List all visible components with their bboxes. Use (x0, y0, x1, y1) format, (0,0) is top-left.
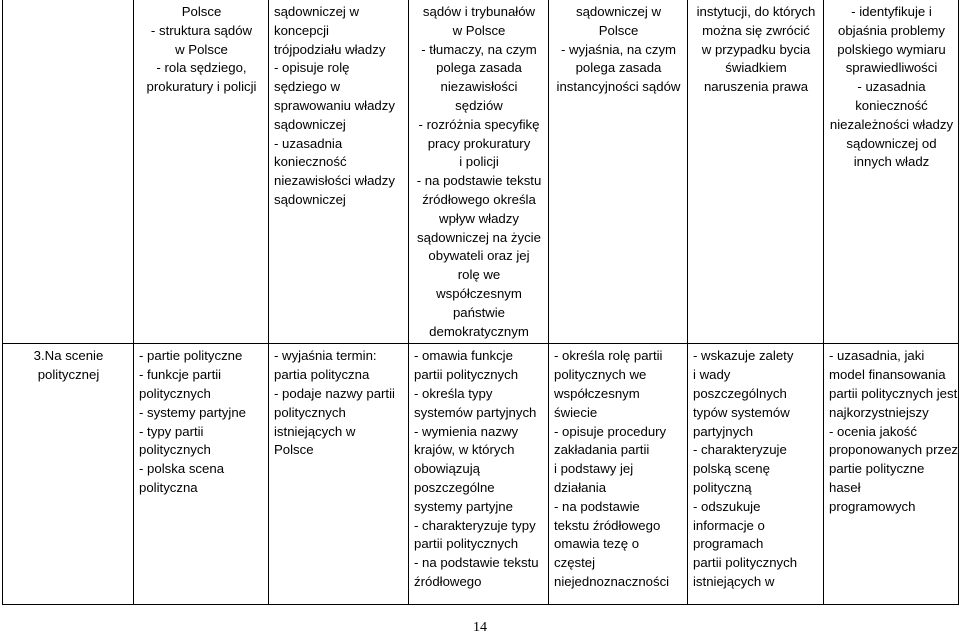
cell-text-line: można się zwrócić (702, 22, 810, 38)
cell-text-line: politycznej (37, 367, 100, 383)
cell-text-line: - charakteryzuje (693, 442, 787, 458)
cell-text-line: poszczególnych (693, 385, 787, 401)
cell-text-line: wpływ władzy (439, 210, 519, 226)
cell-text-line: źródłowego określa (422, 191, 536, 207)
cell-text-line: instancyjności sądów (556, 79, 681, 95)
cell-text-line: informacje o (693, 517, 765, 533)
cell-text-line: sądów i trybunałów (422, 4, 536, 19)
cell-text-line: programowych (829, 498, 916, 514)
cell-text-line: sądowniczej na życie (417, 229, 541, 245)
cell-text-line: partia polityczna (274, 367, 370, 383)
table-cell (549, 344, 688, 605)
cell-text-line: - opisuje rolę (274, 60, 350, 76)
cell-text-line: i policji (459, 154, 499, 170)
cell-text-line: - systemy partyjne (139, 404, 246, 420)
cell-text-line: konieczność (274, 154, 347, 170)
table-cell (824, 0, 959, 344)
cell-text-line: - rozróżnia specyfikę (418, 116, 540, 132)
cell-text-line: i podstawy jej (554, 461, 634, 477)
cell-text-line: prokuratury i policji (146, 79, 257, 95)
cell-text-line: częstej (554, 555, 596, 571)
cell-text-line: sądowniczej (274, 116, 346, 132)
cell-text-line: poszczególne (414, 479, 495, 495)
cell-text-line: - wskazuje zalety (693, 348, 794, 364)
cell-text-line: - polska scena (139, 461, 225, 477)
table-cell (134, 344, 269, 605)
cell-text-line: - określa typy (414, 385, 493, 401)
cell-text-line: polega zasada (575, 60, 662, 76)
cell-text-line: demokratycznym (429, 323, 529, 339)
cell-text-line: źródłowego (414, 573, 482, 589)
cell-text-line: proponowanych przez (829, 442, 959, 458)
cell-text-line: sądowniczej w (575, 4, 662, 19)
curriculum-table (2, 0, 959, 605)
cell-text-line: innych władz (853, 154, 930, 170)
cell-text-line: - na podstawie tekstu (414, 555, 539, 571)
cell-text-line: partii politycznych jest (829, 385, 958, 401)
cell-text-line: - wyjaśnia, na czym (560, 41, 677, 57)
cell-text-line: politycznych (139, 442, 211, 458)
cell-text-line: - uzasadnia, jaki (829, 348, 925, 364)
cell-text-line: partii politycznych (414, 367, 519, 383)
cell-text-line: obowiązują (414, 461, 480, 477)
cell-text-line: najkorzystniejszy (829, 404, 929, 420)
cell-text-line: polską scenę (693, 461, 770, 477)
page-number: 14 (473, 620, 487, 635)
cell-text-line: objaśnia problemy (837, 22, 946, 38)
table-cell (824, 344, 959, 605)
cell-text-line: naruszenia prawa (703, 79, 809, 95)
cell-text-line: rolę we (457, 267, 501, 283)
cell-text-line: świecie (554, 404, 598, 420)
cell-text-line: Polsce (181, 4, 222, 19)
cell-text-line: - uzasadnia (857, 79, 926, 95)
cell-text-line: istniejących w (274, 423, 356, 439)
cell-text-line: pracy prokuratury (427, 135, 531, 151)
cell-text-line: politycznych (274, 404, 346, 420)
cell-text-line: - podaje nazwy partii (274, 385, 395, 401)
cell-text-line: - struktura sądów (150, 22, 253, 38)
cell-text-line: sędziów (455, 97, 503, 113)
table-cell (3, 344, 134, 605)
cell-text-line: partyjnych (693, 423, 754, 439)
cell-text-line: niezawisłości (440, 79, 518, 95)
cell-text-line: Polsce (274, 442, 314, 458)
cell-text-line: politycznych (139, 385, 211, 401)
cell-text-line: obywateli oraz jej (428, 248, 530, 264)
cell-text-line: konieczność (855, 97, 928, 113)
cell-text-line: - charakteryzuje typy (414, 517, 536, 533)
cell-text-line: istniejących w (693, 573, 775, 589)
table-cell (269, 344, 409, 605)
cell-text-line: - na podstawie (554, 498, 640, 514)
cell-text-line: - omawia funkcje (414, 348, 513, 364)
cell-text-line: - rola sędziego, (156, 60, 247, 76)
cell-text-line: systemy partyjne (414, 498, 513, 514)
cell-text-line: polega zasada (436, 60, 522, 76)
table-cell (688, 344, 824, 605)
cell-text-line: sędziego w (274, 79, 340, 95)
table-row (3, 0, 959, 344)
cell-text-line: - funkcje partii (139, 367, 222, 383)
cell-text-line: - odszukuje (693, 498, 761, 514)
cell-text-line: polityczna (139, 479, 198, 495)
table-cell (269, 0, 409, 344)
cell-text-line: działania (554, 479, 607, 495)
cell-text-line: partii politycznych (414, 536, 519, 552)
table-cell (134, 0, 269, 344)
cell-text-line: politycznych we (554, 367, 647, 383)
cell-text-line: sprawiedliwości (845, 60, 938, 76)
cell-text-line: sądowniczej (274, 191, 346, 207)
cell-text-line: instytucji, do których (696, 4, 816, 19)
cell-text-line: polityczną (693, 479, 752, 495)
cell-text-line: polskiego wymiaru (837, 41, 946, 57)
cell-text-line: partie polityczne (829, 461, 925, 477)
cell-text-line: model finansowania (829, 367, 946, 383)
cell-text-line: niejednoznaczności (554, 573, 670, 589)
cell-text-line: krajów, w których (414, 442, 515, 458)
cell-text-line: - wyjaśnia termin: (274, 348, 377, 364)
cell-text-line: - uzasadnia (274, 135, 343, 151)
table-cell (3, 0, 134, 344)
cell-text-line: - typy partii (139, 423, 204, 439)
table-cell (409, 0, 549, 344)
table-row (3, 344, 959, 605)
cell-text-line: świadkiem (725, 60, 787, 76)
table-cell (409, 344, 549, 605)
cell-text-line: typów systemów (693, 404, 790, 420)
cell-text-line: partii politycznych (693, 555, 798, 571)
cell-text-line: 3.Na scenie (33, 348, 104, 364)
cell-text-line: państwie (452, 304, 506, 320)
cell-text-line: niezawisłości władzy (274, 173, 395, 189)
cell-text-line: zakładania partii (554, 442, 650, 458)
cell-text-line: Polsce (598, 22, 639, 38)
cell-text-line: sprawowaniu władzy (274, 97, 395, 113)
cell-text-line: - partie polityczne (139, 348, 243, 364)
cell-text-line: w Polsce (175, 41, 228, 57)
cell-text-line: współczesnym (554, 385, 640, 401)
cell-text-line: tekstu źródłowego (554, 517, 661, 533)
cell-text-line: niezależności władzy (829, 116, 954, 132)
cell-text-line: - określa rolę partii (554, 348, 663, 364)
table-cell (549, 0, 688, 344)
cell-text-line: w przypadku bycia (701, 41, 811, 57)
cell-text-line: koncepcji (274, 22, 329, 38)
cell-text-line: - opisuje procedury (554, 423, 667, 439)
cell-text-line: omawia tezę o (554, 536, 640, 552)
cell-text-line: sądowniczej w (274, 4, 360, 19)
cell-text-line: i wady (693, 367, 731, 383)
cell-text-line: - ocenia jakość (829, 423, 917, 439)
cell-text-line: haseł (829, 479, 861, 495)
cell-text-line: systemów partyjnych (414, 404, 537, 420)
cell-text-line: sądowniczej od (846, 135, 937, 151)
cell-text-line: trójpodziału władzy (274, 41, 386, 57)
cell-text-line: programach (693, 536, 764, 552)
cell-text-line: - tłumaczy, na czym (421, 41, 537, 57)
cell-text-line: - na podstawie tekstu (416, 173, 542, 189)
table-cell (688, 0, 824, 344)
cell-text-line: - wymienia nazwy (414, 423, 519, 439)
cell-text-line: w Polsce (452, 22, 506, 38)
cell-text-line: współczesnym (436, 285, 522, 301)
cell-text-line: - identyfikuje i (851, 4, 932, 19)
